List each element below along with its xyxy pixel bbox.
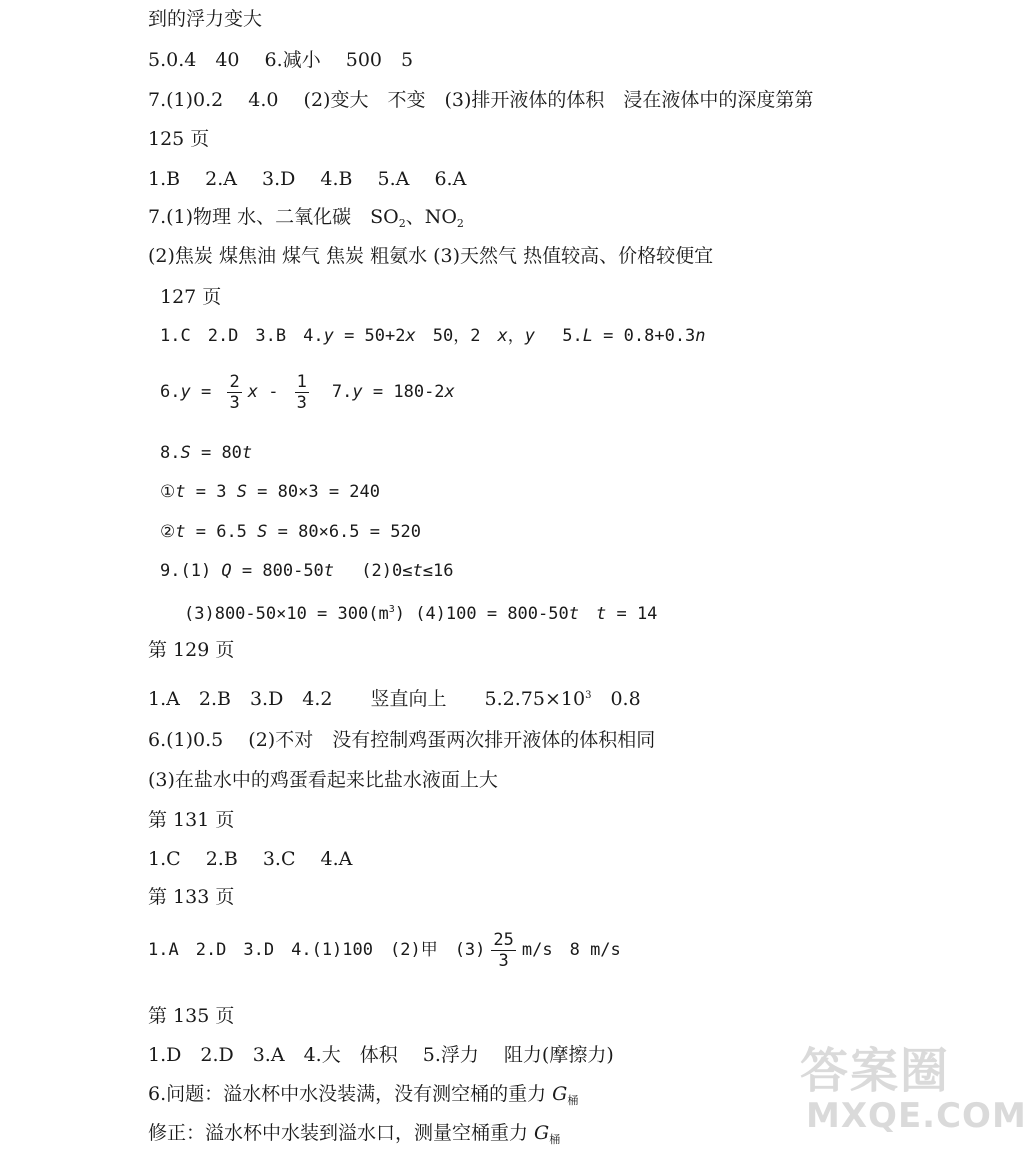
variable: t — [241, 443, 253, 463]
variable: n — [695, 326, 706, 346]
answer-line — [160, 325, 706, 347]
variable: t — [175, 522, 186, 542]
watermark-logo — [792, 1026, 1027, 1146]
answer-line — [148, 1083, 578, 1112]
subscript: 2 — [456, 217, 464, 230]
page-heading: 第 135 页 — [148, 1005, 235, 1027]
variable: t — [175, 482, 186, 502]
answer-line — [160, 370, 455, 414]
fraction — [227, 372, 241, 413]
answer-line: (2)焦炭 煤焦油 煤气 焦炭 粗氨水 (3)天然气 热值较高、价格较便宜 — [148, 245, 714, 267]
page-heading: 127 页 — [160, 286, 222, 308]
denominator: 3 — [296, 392, 307, 413]
text: ≤16 — [422, 561, 454, 581]
text: = 14 — [606, 604, 658, 624]
denominator: 3 — [498, 950, 509, 971]
answer-line: 7.(1)0.2 4.0 (2)变大 不变 (3)排开液体的体积 浸在液体中的深度第第 — [148, 89, 814, 111]
numerator: 25 — [493, 929, 514, 950]
text — [579, 604, 596, 624]
answer-line — [148, 928, 621, 972]
watermark-url: MXQE.COM — [806, 1096, 1027, 1136]
answer-line: 1.B 2.A 3.D 4.B 5.A 6.A — [148, 168, 467, 190]
text: = 6.5 — [185, 522, 258, 542]
answer-line: 5.0.4 40 6.减小 500 5 — [148, 49, 414, 71]
text: 7. — [314, 382, 353, 402]
fraction — [491, 930, 515, 971]
variable: y — [323, 326, 334, 346]
text: - — [257, 382, 289, 402]
variable: t — [323, 561, 335, 581]
page-heading: 第 133 页 — [148, 886, 235, 908]
text: = 800-50 — [231, 561, 324, 581]
answer-line: 1.D 2.D 3.A 4.大 体积 5.浮力 阻力(摩擦力) — [148, 1044, 614, 1066]
text: = 80×6.5 = 520 — [267, 522, 421, 542]
variable: y — [352, 382, 363, 402]
subscript: 2 — [398, 217, 406, 230]
variable: y — [180, 382, 191, 402]
variable: Q — [221, 561, 232, 581]
variable: G — [534, 1122, 550, 1144]
answer-line: 6.(1)0.5 (2)不对 没有控制鸡蛋两次排开液体的体积相同 — [148, 729, 656, 751]
text: 1.C 2.D 3.B 4. — [160, 326, 324, 346]
text: 6.问题：溢水杯中水没装满，没有测空桶的重力 — [148, 1083, 553, 1105]
text: 1.A 2.B 3.D 4.2 竖直向上 5.2.75×10 — [148, 688, 586, 710]
answer-line — [160, 560, 453, 582]
variable: L — [582, 326, 593, 346]
variable: x — [444, 382, 455, 402]
variable: x — [497, 326, 508, 346]
text: = — [190, 382, 222, 402]
text: ， — [507, 326, 525, 346]
numerator: 2 — [229, 371, 240, 392]
variable: t — [568, 604, 579, 624]
text: = 80×3 = 240 — [246, 482, 380, 502]
variable: S — [180, 443, 191, 463]
answer-line — [160, 481, 380, 503]
answer-line — [184, 599, 657, 625]
page-heading: 第 129 页 — [148, 639, 235, 661]
text: = 0.8+0.3 — [592, 326, 696, 346]
text: = 180-2 — [362, 382, 445, 402]
subscript: 桶 — [567, 1094, 579, 1107]
answer-line: (3)在盐水中的鸡蛋看起来比盐水液面上大 — [148, 769, 498, 791]
superscript: 3 — [388, 604, 395, 615]
variable: S — [236, 482, 247, 502]
answer-line: 到的浮力变大 — [148, 8, 263, 30]
text: ① — [160, 482, 176, 502]
page-heading: 第 131 页 — [148, 809, 235, 831]
answer-line — [160, 442, 252, 464]
text: = 80 — [190, 443, 242, 463]
answer-line — [148, 206, 464, 235]
variable: x — [247, 382, 258, 402]
variable: t — [595, 604, 607, 624]
page-heading: 125 页 — [148, 128, 210, 150]
text: 、NO — [405, 206, 457, 228]
answer-line — [148, 685, 641, 710]
superscript: 3 — [585, 690, 592, 701]
fraction — [295, 372, 309, 413]
variable: t — [412, 561, 423, 581]
text: = 50+2 — [333, 326, 406, 346]
answer-line — [160, 521, 421, 543]
text: (3)800-50×10 = 300(m — [184, 604, 389, 624]
text: = 3 — [185, 482, 237, 502]
denominator: 3 — [229, 392, 240, 413]
text: 0.8 — [591, 688, 641, 710]
text: 7.(1)物理 水、二氧化碳 SO — [148, 206, 399, 228]
text: ② — [160, 522, 176, 542]
variable: G — [552, 1083, 568, 1105]
text: 修正：溢水杯中水装到溢水口，测量空桶重力 — [148, 1122, 535, 1144]
text: 5. — [534, 326, 583, 346]
text: m/s 8 m/s — [521, 940, 621, 960]
text: (2)0≤ — [334, 561, 413, 581]
watermark-text: 答案圈 — [800, 1043, 951, 1099]
text: 6. — [160, 382, 181, 402]
text: 9.(1) — [160, 561, 222, 581]
variable: S — [257, 522, 268, 542]
answer-line: 1.C 2.B 3.C 4.A — [148, 848, 353, 870]
text: 8. — [160, 443, 181, 463]
subscript: 桶 — [549, 1133, 561, 1146]
numerator: 1 — [296, 371, 307, 392]
text: ) (4)100 = 800-50 — [394, 604, 569, 624]
answer-line — [148, 1122, 560, 1151]
variable: x — [405, 326, 416, 346]
text: 50，2 — [415, 326, 498, 346]
text: 1.A 2.D 3.D 4.(1)100 (2)甲 (3) — [148, 940, 486, 960]
variable: y — [524, 326, 535, 346]
